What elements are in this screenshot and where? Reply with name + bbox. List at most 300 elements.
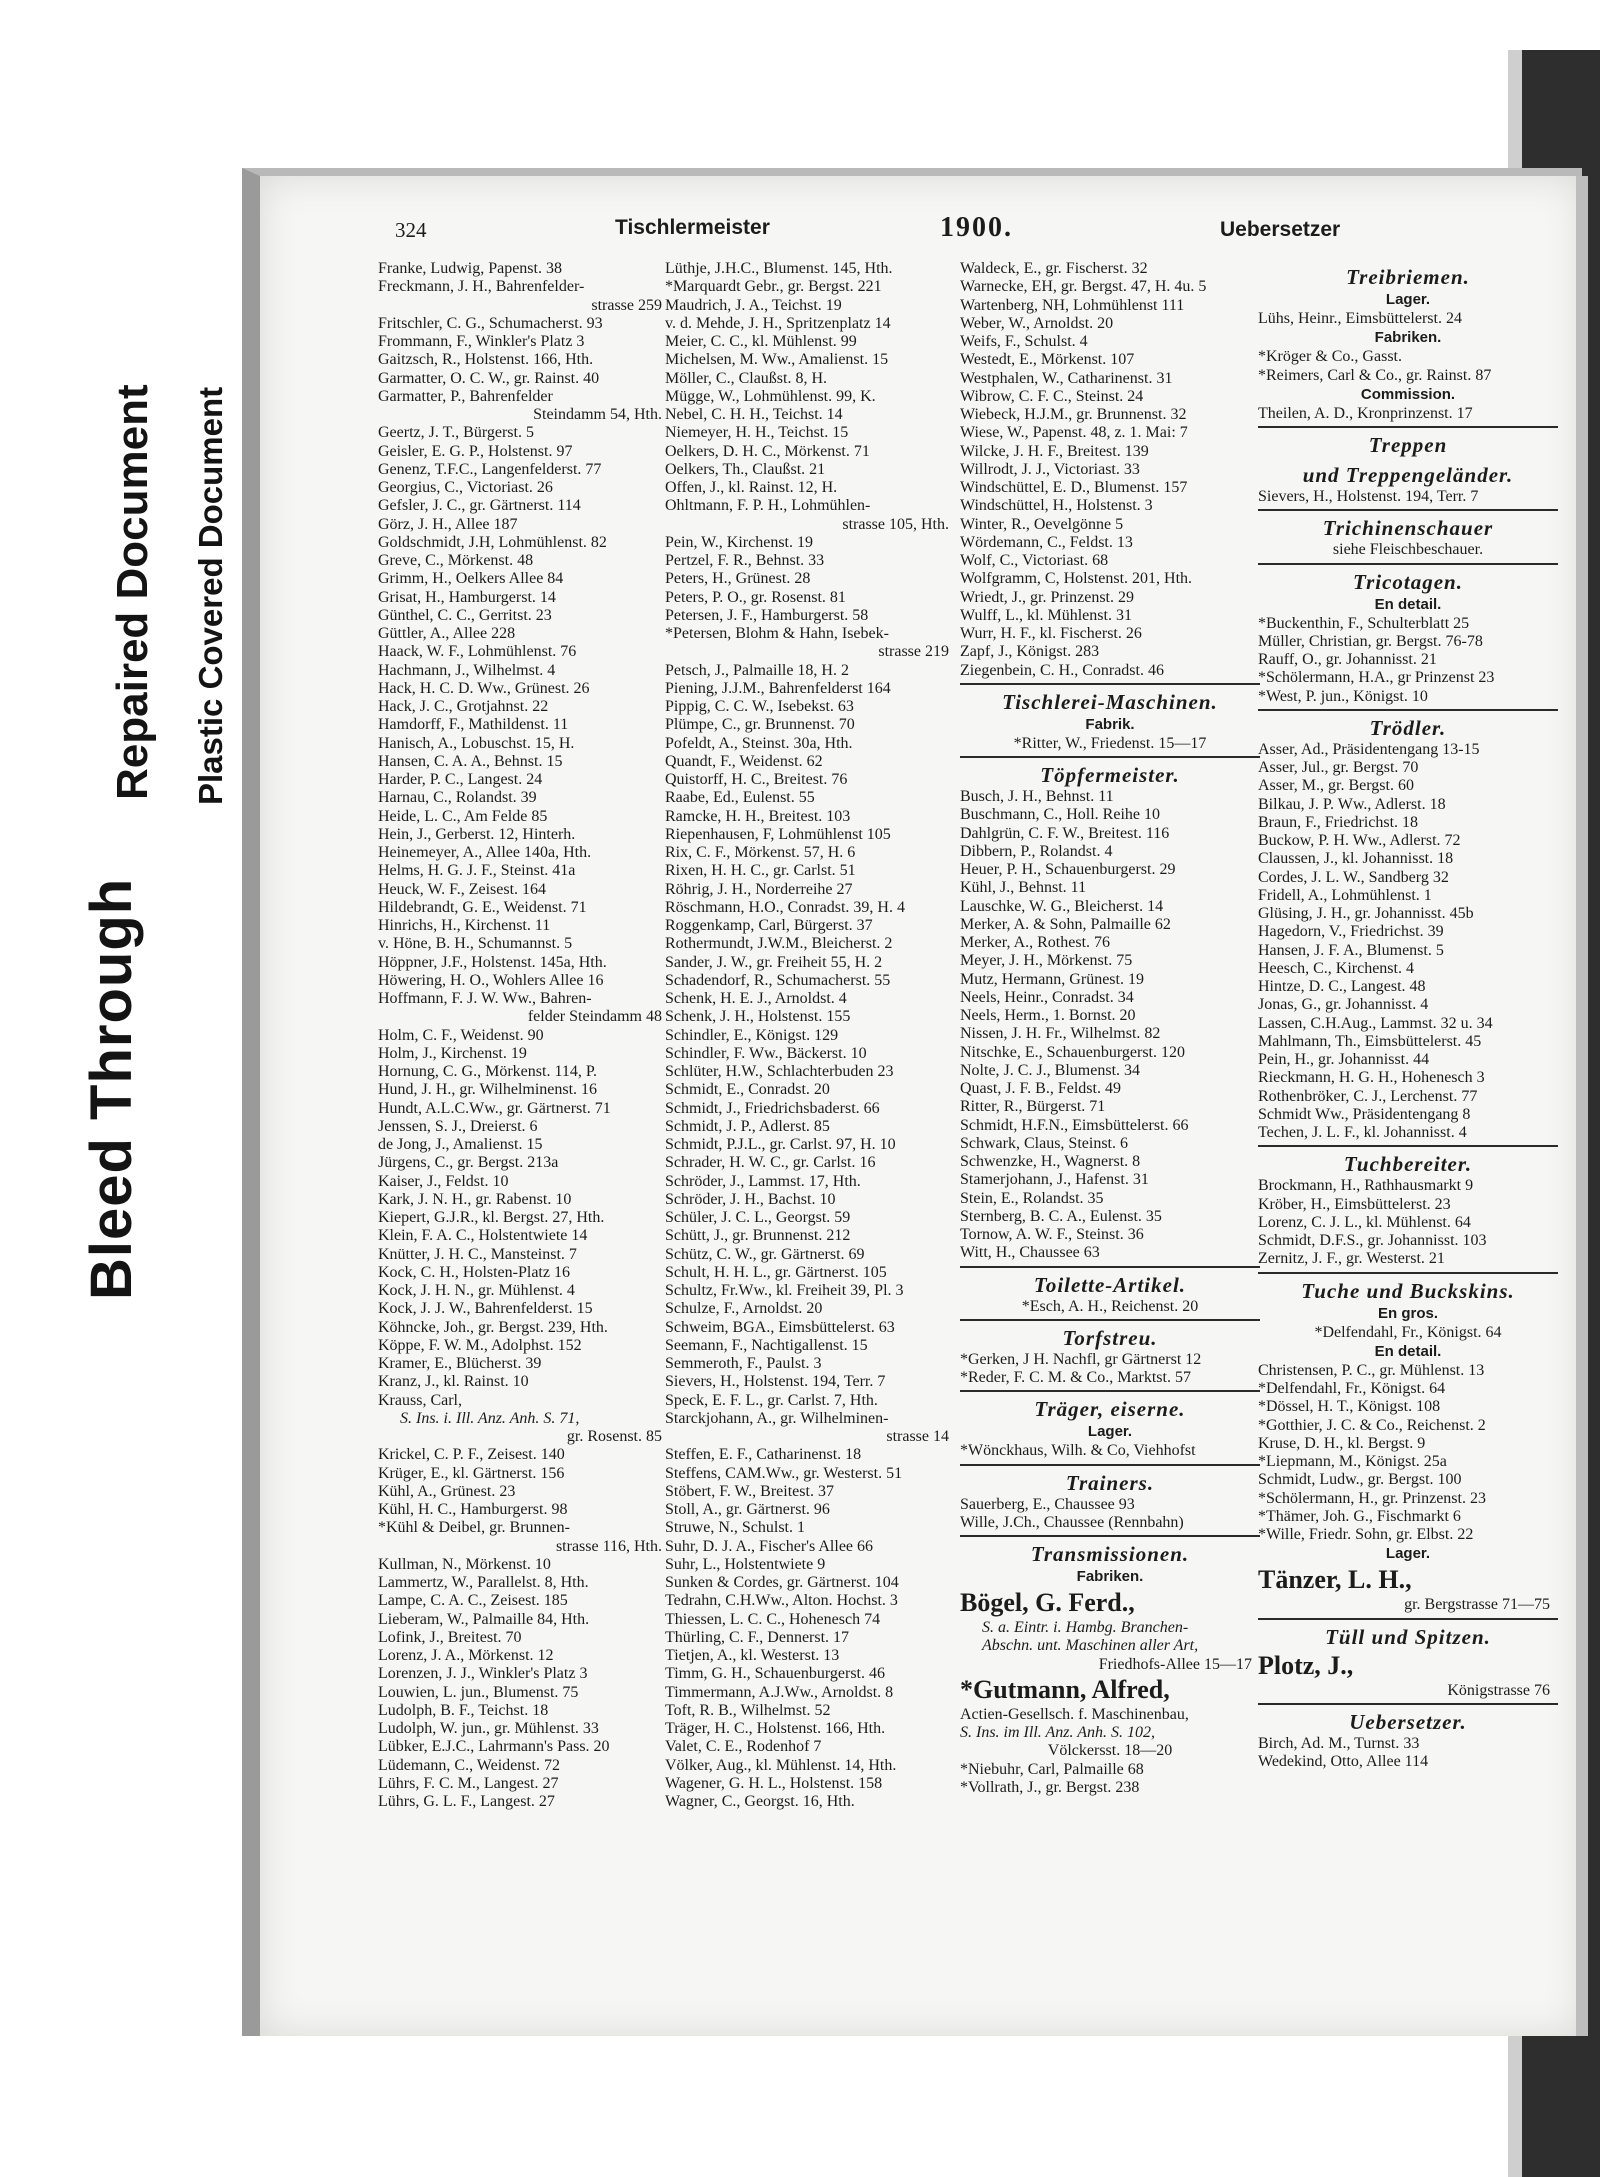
directory-entry: felder Steindamm 48 (527, 1008, 662, 1026)
directory-entry: *Gotthier, J. C. & Co., Reichenst. 2 (1258, 1416, 1486, 1434)
directory-entry: Semmeroth, F., Paulst. 3 (665, 1355, 822, 1372)
directory-entry: Merker, A. & Sohn, Palmaille 62 (960, 915, 1171, 933)
directory-entry: Speck, E. F. L., gr. Carlst. 7, Hth. (665, 1391, 878, 1409)
directory-entry: Sunken & Cordes, gr. Gärtnerst. 104 (665, 1574, 899, 1591)
directory-entry: Kröber, H., Eimsbüttelerst. 23 (1258, 1195, 1451, 1213)
directory-entry: Schenk, H. E. J., Arnoldst. 4 (665, 990, 847, 1007)
directory-entry: Hamdorff, F., Mathildenst. 11 (378, 716, 569, 734)
directory-entry: Heide, L. C., Am Felde 85 (378, 807, 548, 825)
directory-entry: Lorenz, C. J. L., kl. Mühlenst. 64 (1258, 1213, 1471, 1231)
section-heading: Tricotagen. (1353, 569, 1463, 594)
directory-entry: Ramcke, H. H., Breitest. 103 (665, 807, 851, 825)
directory-entry: *Schölermann, H.A., gr Prinzenst 23 (1258, 669, 1495, 687)
directory-entry: Christensen, P. C., gr. Mühlenst. 13 (1258, 1361, 1485, 1379)
advertised-entry: Bögel, G. Ferd., (960, 1588, 1135, 1617)
directory-entry: Asser, M., gr. Bergst. 60 (1258, 777, 1414, 795)
section-heading: Treibriemen. (1346, 265, 1470, 289)
directory-entry: Schmidt, E., Conradst. 20 (665, 1081, 830, 1099)
directory-entry: Nissen, J. H. Fr., Wilhelmst. 82 (960, 1025, 1161, 1043)
directory-entry: *Marquardt Gebr., gr. Bergst. 221 (665, 278, 882, 296)
directory-entry: Schwark, Claus, Steinst. 6 (960, 1134, 1128, 1152)
directory-entry: Wagener, G. H. L., Holstenst. 158 (665, 1774, 883, 1792)
directory-entry: Friedhofs-Allee 15—17 (1098, 1655, 1252, 1673)
subsection-heading: Lager. (1385, 291, 1431, 308)
directory-entry: Genenz, T.F.C., Langenfelderst. 77 (378, 460, 602, 478)
directory-entry: strasse 14 (886, 1428, 949, 1445)
directory-entry: Dibbern, P., Rolandst. 4 (960, 842, 1113, 860)
directory-entry: Pertzel, F. R., Behnst. 33 (665, 552, 825, 569)
directory-entry: Köhncke, Joh., gr. Bergst. 239, Hth. (378, 1318, 608, 1336)
directory-entry: Mutz, Hermann, Grünest. 19 (960, 970, 1144, 988)
directory-entry: Georgius, C., Victoriast. 26 (378, 479, 553, 496)
directory-entry: Willrodt, J. J., Victoriast. 33 (960, 460, 1140, 478)
directory-entry: Höppner, J.F., Holstenst. 145a, Hth. (378, 953, 607, 971)
directory-entry: Haack, W. F., Lohmühlenst. 76 (378, 643, 577, 661)
directory-entry: Quast, J. F. B., Feldst. 49 (960, 1080, 1121, 1097)
directory-entry: Völckersst. 18—20 (1047, 1742, 1173, 1760)
directory-entry: Rix, C. F., Mörkenst. 57, H. 6 (665, 844, 856, 861)
column-4 (1258, 260, 1558, 1771)
directory-entry: Schmidt, H.F.N., Eimsbüttelerst. 66 (960, 1116, 1189, 1134)
directory-entry: Mügge, W., Lohmühlenst. 99, K. (665, 387, 876, 405)
directory-entry: Stamerjohann, J., Hafenst. 31 (960, 1171, 1149, 1189)
directory-entry: Wurr, H. F., kl. Fischerst. 26 (960, 625, 1142, 642)
subsection-heading: En detail. (1374, 595, 1442, 613)
directory-entry: Meier, C. C., kl. Mühlenst. 99 (665, 333, 857, 350)
directory-entry: Ohltmann, F. P. H., Lohmühlen- (665, 497, 871, 515)
section-heading: Tuchbereiter. (1343, 1152, 1473, 1177)
directory-entry: Garmatter, P., Bahrenfelder (378, 387, 553, 405)
directory-entry: Wilcke, J. H. F., Breitest. 139 (960, 442, 1149, 460)
directory-entry: Wartenberg, NH, Lohmühlenst 111 (960, 296, 1185, 314)
directory-entry: Jonas, G., gr. Johannisst. 4 (1258, 996, 1429, 1014)
directory-entry: Hildebrandt, G. E., Weidenst. 71 (378, 898, 587, 916)
directory-entry: Krüger, E., kl. Gärtnerst. 156 (378, 1464, 565, 1482)
directory-entry: Gefsler, J. C., gr. Gärtnerst. 114 (378, 497, 581, 515)
section-heading: Töpfermeister. (1040, 763, 1180, 787)
directory-entry: *Petersen, Blohm & Hahn, Isebek- (665, 625, 889, 642)
directory-entry: Brockmann, H., Rathhausmarkt 9 (1258, 1177, 1474, 1195)
directory-entry: *Schölermann, H., gr. Prinzenst. 23 (1258, 1489, 1486, 1507)
directory-entry: Techen, J. L. F., kl. Johannisst. 4 (1258, 1124, 1467, 1141)
directory-entry: *Kröger & Co., Gasst. (1258, 348, 1402, 366)
directory-entry: *Delfendahl, Fr., Königst. 64 (1314, 1323, 1502, 1341)
directory-entry: Wille, J.Ch., Chaussee (Rennbahn) (960, 1513, 1184, 1531)
directory-entry: Kühl, H. C., Hamburgerst. 98 (378, 1501, 568, 1518)
directory-entry: Schrader, H. W. C., gr. Carlst. 16 (665, 1154, 876, 1172)
directory-entry: Lauschke, W. G., Bleicherst. 14 (960, 897, 1164, 915)
subsection-heading: Fabriken. (1374, 329, 1442, 347)
directory-entry: Quandt, F., Weidenst. 62 (665, 752, 823, 770)
year-heading: 1900. (940, 212, 1013, 243)
directory-entry: Geertz, J. T., Bürgerst. 5 (378, 424, 534, 442)
directory-entry: Greve, C., Mörkenst. 48 (378, 552, 534, 569)
directory-entry: *Wönckhaus, Wilh. & Co, Viehhofst (960, 1442, 1196, 1460)
directory-entry: Thürling, C. F., Dennerst. 17 (665, 1628, 850, 1646)
directory-entry: Knütter, J. H. C., Mansteinst. 7 (378, 1245, 577, 1263)
directory-entry: Theilen, A. D., Kronprinzenst. 17 (1258, 404, 1473, 422)
directory-entry: Schmidt, J. P., Adlerst. 85 (665, 1117, 830, 1135)
directory-entry: Lüthje, J.H.C., Blumenst. 145, Hth. (665, 260, 893, 277)
directory-entry: Louwien, L. jun., Blumenst. 75 (378, 1683, 579, 1701)
directory-entry: Schmidt, J., Friedrichsbaderst. 66 (665, 1099, 880, 1117)
directory-entry: Schmidt Ww., Präsidentengang 8 (1258, 1105, 1471, 1123)
directory-entry: Pein, H., gr. Johannisst. 44 (1258, 1051, 1430, 1068)
bleed-through-stamp: Bleed Through (79, 877, 144, 1300)
section-rule (1258, 709, 1558, 711)
directory-entry: Buckow, P. H. Ww., Adlerst. 72 (1258, 832, 1461, 849)
directory-entry: Starckjohann, A., gr. Wilhelminen- (665, 1409, 889, 1427)
directory-entry: *Thämer, Joh. G., Fischmarkt 6 (1258, 1507, 1461, 1525)
directory-entry: Tedrahn, C.H.Ww., Alton. Hochst. 3 (665, 1592, 898, 1610)
subsection-heading: Commission. (1360, 385, 1456, 403)
directory-entry: Holm, J., Kirchenst. 19 (378, 1044, 527, 1062)
directory-entry: Struwe, N., Schulst. 1 (665, 1519, 805, 1537)
directory-entry: Kühl, J., Behnst. 11 (960, 879, 1087, 897)
directory-entry: Rauff, O., gr. Johannisst. 21 (1258, 651, 1437, 668)
section-rule (960, 1535, 1260, 1537)
directory-entry: Busch, J. H., Behnst. 11 (960, 788, 1114, 805)
directory-entry: Völker, Aug., kl. Mühlenst. 14, Hth. (665, 1756, 897, 1774)
directory-entry: v. Höne, B. H., Schumannst. 5 (378, 935, 573, 953)
directory-entry: Lofink, J., Breitest. 70 (378, 1628, 522, 1646)
directory-entry: *Buckenthin, F., Schulterblatt 25 (1258, 614, 1470, 632)
column-1 (378, 260, 670, 1811)
directory-entry: *Ritter, W., Friedenst. 15—17 (1013, 734, 1207, 752)
directory-entry: Roggenkamp, Carl, Bürgerst. 37 (665, 917, 873, 934)
section-heading: Trainers. (1065, 1470, 1155, 1495)
directory-entry: Rothermundt, J.W.M., Bleicherst. 2 (665, 935, 893, 953)
directory-entry: Sternberg, B. C. A., Eulenst. 35 (960, 1207, 1162, 1225)
directory-entry: Birch, Ad. M., Turnst. 33 (1258, 1734, 1420, 1752)
directory-entry: Schütt, J., gr. Brunnenst. 212 (665, 1227, 851, 1245)
directory-entry: Lührs, F. C. M., Langest. 27 (378, 1774, 559, 1792)
directory-entry: Wolf, C., Victoriast. 68 (960, 552, 1109, 569)
section-heading: Transmissionen. (1030, 1542, 1190, 1566)
directory-entry: Lampe, C. A. C., Zeisest. 185 (378, 1592, 568, 1610)
subsection-heading: Lager. (1087, 1423, 1133, 1441)
directory-entry: S. Ins. im Ill. Anz. Anh. S. 102, (960, 1724, 1155, 1741)
section-rule (960, 1266, 1260, 1268)
advertised-entry: *Gutmann, Alfred, (960, 1674, 1170, 1704)
directory-entry: Schindler, F. Ww., Bäckerst. 10 (665, 1044, 867, 1062)
directory-entry: Dahlgrün, C. F. W., Breitest. 116 (960, 824, 1170, 842)
directory-entry: Mahlmann, Th., Eimsbüttelerst. 45 (1258, 1032, 1482, 1050)
directory-entry: Asser, Ad., Präsidentengang 13-15 (1258, 740, 1480, 758)
page-edge-shadow (1576, 176, 1588, 2036)
directory-entry: Buschmann, C., Holl. Reihe 10 (960, 806, 1160, 824)
directory-entry: strasse 219 (878, 643, 949, 661)
section-rule (1258, 509, 1558, 511)
directory-entry: Königstrasse 76 (1447, 1681, 1550, 1699)
section-heading: Tüll und Spitzen. (1325, 1624, 1491, 1649)
directory-entry: Röschmann, H.O., Conradst. 39, H. 4 (665, 898, 905, 916)
directory-entry: *Reimers, Carl & Co., gr. Rainst. 87 (1258, 366, 1492, 384)
section-heading: Trödler. (1369, 715, 1447, 740)
directory-entry: Michelsen, M. Ww., Amalienst. 15 (665, 351, 889, 369)
directory-entry: Höwering, H. O., Wohlers Allee 16 (378, 971, 604, 989)
directory-entry: Jenssen, S. J., Dreierst. 6 (378, 1117, 538, 1135)
directory-entry: Windschüttel, E. D., Blumenst. 157 (960, 479, 1188, 496)
directory-entry: Hack, J. C., Grotjahnst. 22 (378, 698, 549, 715)
directory-entry: Schwenzke, H., Wagnerst. 8 (960, 1153, 1141, 1170)
advertised-entry: Plotz, J., (1258, 1650, 1354, 1680)
directory-entry: *Kühl & Deibel, gr. Brunnen- (378, 1519, 570, 1537)
directory-entry: Jürgens, C., gr. Bergst. 213a (378, 1154, 559, 1172)
directory-entry: Krauss, Carl, (378, 1391, 462, 1409)
directory-entry: Hansen, J. F. A., Blumenst. 5 (1258, 941, 1444, 959)
directory-entry: *Niebuhr, Carl, Palmaille 68 (960, 1760, 1144, 1778)
directory-entry: Plümpe, C., gr. Brunnenst. 70 (665, 716, 855, 734)
directory-entry: Wibrow, C. F. C., Steinst. 24 (960, 387, 1144, 405)
directory-entry: Lorenzen, J. J., Winkler's Platz 3 (378, 1665, 588, 1683)
directory-entry: Petsch, J., Palmaille 18, H. 2 (665, 661, 849, 679)
plastic-covered-stamp: Plastic Covered Document (192, 386, 229, 805)
directory-entry: Schadendorf, R., Schumacherst. 55 (665, 971, 891, 989)
directory-entry: Köppe, F. W. M., Adolphst. 152 (378, 1336, 582, 1354)
directory-entry: gr. Bergstrasse 71—75 (1404, 1596, 1550, 1614)
directory-entry: Günthel, C. C., Gerritst. 23 (378, 606, 552, 624)
column-3 (960, 260, 1260, 1797)
directory-entry: Ludolph, W. jun., gr. Mühlenst. 33 (378, 1720, 599, 1737)
directory-entry: Harder, P. C., Langest. 24 (378, 771, 543, 788)
directory-entry: Zernitz, J. F., gr. Westerst. 21 (1258, 1250, 1445, 1268)
directory-entry: Ziegenbein, C. H., Conradst. 46 (960, 661, 1164, 679)
directory-entry: Fridell, A., Lohmühlenst. 1 (1258, 886, 1432, 904)
directory-entry: Fritschler, C. G., Schumacherst. 93 (378, 314, 603, 332)
directory-entry: Tornow, A. W. F., Steinst. 36 (960, 1226, 1144, 1243)
directory-entry: Winter, R., Oevelgönne 5 (960, 515, 1124, 533)
section-heading: und Treppengeländer. (1302, 463, 1514, 487)
directory-entry: Kaiser, J., Feldst. 10 (378, 1172, 509, 1190)
directory-entry: Röhrig, J. H., Norderreihe 27 (665, 880, 853, 898)
section-heading: Torfstreu. (1062, 1325, 1158, 1350)
directory-entry: Lübker, E.J.C., Lahrmann's Pass. 20 (378, 1738, 610, 1756)
page-header (395, 212, 1555, 252)
section-rule (960, 1464, 1260, 1466)
directory-entry: Schütz, C. W., gr. Gärtnerst. 69 (665, 1245, 865, 1263)
section-heading: Träger, eiserne. (1034, 1397, 1186, 1422)
directory-entry: Riepenhausen, F, Lohmühlenst 105 (665, 825, 891, 843)
directory-entry: Geisler, E. G. P., Holstenst. 97 (378, 442, 573, 460)
directory-entry: Steffens, CAM.Ww., gr. Westerst. 51 (665, 1464, 903, 1482)
directory-entry: Suhr, D. J. A., Fischer's Allee 66 (665, 1537, 874, 1555)
section-rule (1258, 1272, 1558, 1274)
directory-entry: Piening, J.J.M., Bahrenfelderst 164 (665, 679, 891, 697)
directory-entry: Steffen, E. F., Catharinenst. 18 (665, 1446, 862, 1464)
subsection-heading: Lager. (1385, 1545, 1431, 1563)
directory-entry: Rieckmann, H. G. H., Hohenesch 3 (1258, 1069, 1485, 1087)
directory-entry: Kock, J. H. N., gr. Mühlenst. 4 (378, 1282, 575, 1299)
directory-entry: Hanisch, A., Lobuschst. 15, H. (378, 734, 575, 752)
directory-entry: Hundt, A.L.C.Ww., gr. Gärtnerst. 71 (378, 1099, 611, 1117)
subsection-heading: En gros. (1377, 1304, 1438, 1322)
directory-entry: Hack, H. C. D. Ww., Grünest. 26 (378, 679, 590, 697)
directory-entry: Tietjen, A., kl. Westerst. 13 (665, 1647, 840, 1664)
directory-entry: Petersen, J. F., Hamburgerst. 58 (665, 606, 869, 624)
section-rule (960, 1319, 1260, 1321)
directory-entry: Wulff, L., kl. Mühlenst. 31 (960, 606, 1132, 624)
directory-entry: Lorenz, J. A., Mörkenst. 12 (378, 1647, 554, 1664)
directory-entry: Schmidt, D.F.S., gr. Johannisst. 103 (1258, 1232, 1487, 1249)
directory-entry: Oelkers, Th., Claußst. 21 (665, 460, 826, 478)
directory-entry: Nolte, J. C. J., Blumenst. 34 (960, 1061, 1141, 1079)
directory-entry: Zapf, J., Königst. 283 (960, 643, 1100, 661)
directory-entry: strasse 105, Hth. (842, 515, 949, 533)
directory-entry: Suhr, L., Holstentwiete 9 (665, 1555, 826, 1573)
section-heading: Trichinenschauer (1322, 516, 1494, 541)
section-heading: Tuche und Buckskins. (1301, 1278, 1515, 1303)
directory-entry: Pein, W., Kirchenst. 19 (665, 533, 813, 551)
directory-entry: Pofeldt, A., Steinst. 30a, Hth. (665, 734, 853, 752)
directory-entry: Nitschke, E., Schauenburgerst. 120 (960, 1043, 1185, 1061)
directory-entry: Abschn. unt. Maschinen aller Art, (982, 1637, 1199, 1655)
directory-entry: Kranz, J., kl. Rainst. 10 (378, 1373, 529, 1391)
directory-entry: Franke, Ludwig, Papenst. 38 (378, 260, 562, 277)
directory-entry: gr. Rosenst. 85 (566, 1428, 662, 1445)
repaired-document-stamp: Repaired Document (108, 384, 157, 800)
directory-entry: Schultz, Fr.Ww., kl. Freiheit 39, Pl. 3 (665, 1282, 904, 1299)
section-rule (960, 683, 1260, 685)
directory-entry: *Reder, F. C. M. & Co., Marktst. 57 (960, 1369, 1191, 1386)
directory-entry: Heinemeyer, A., Allee 140a, Hth. (378, 844, 592, 861)
section-heading: Uebersetzer. (1349, 1709, 1467, 1734)
directory-entry: Stoll, A., gr. Gärtnerst. 96 (665, 1501, 830, 1518)
directory-entry: Schweim, BGA., Eimsbüttelerst. 63 (665, 1318, 895, 1336)
directory-entry: Wedekind, Otto, Allee 114 (1258, 1753, 1429, 1770)
directory-entry: Gaitzsch, R., Holstenst. 166, Hth. (378, 351, 594, 369)
directory-entry: Kark, J. N. H., gr. Rabenst. 10 (378, 1190, 572, 1208)
directory-entry: Wiebeck, H.J.M., gr. Brunnenst. 32 (960, 406, 1187, 423)
directory-entry: Hein, J., Gerberst. 12, Hinterh. (378, 825, 576, 843)
directory-entry: Stein, E., Rolandst. 35 (960, 1189, 1104, 1207)
directory-entry: Sievers, H., Holstenst. 194, Terr. 7 (665, 1373, 886, 1391)
directory-entry: Schmidt, P.J.L., gr. Carlst. 97, H. 10 (665, 1136, 896, 1153)
directory-entry: Schult, H. H. L., gr. Gärtnerst. 105 (665, 1263, 887, 1281)
directory-entry: Quistorff, H. C., Breitest. 76 (665, 771, 848, 788)
directory-entry: Wördemann, C., Feldst. 13 (960, 533, 1133, 551)
directory-entry: Lühs, Heinr., Eimsbüttelerst. 24 (1258, 310, 1462, 327)
directory-entry: Glüsing, J. H., gr. Johannisst. 45b (1258, 905, 1474, 922)
directory-entry: *Esch, A. H., Reichenst. 20 (1021, 1297, 1199, 1315)
directory-entry: strasse 259 (591, 296, 662, 314)
directory-entry: Krickel, C. P. F., Zeisest. 140 (378, 1446, 565, 1464)
directory-entry: Möller, C., Claußst. 8, H. (665, 369, 828, 387)
directory-entry: Neels, Heinr., Conradst. 34 (960, 988, 1134, 1006)
section-rule (1258, 1618, 1558, 1620)
directory-entry: Freckmann, J. H., Bahrenfelder- (378, 278, 585, 296)
directory-entry: Ritter, R., Bürgerst. 71 (960, 1098, 1106, 1116)
page-number: 324 (395, 218, 427, 242)
directory-entry: Witt, H., Chaussee 63 (960, 1244, 1100, 1262)
directory-entry: Lüdemann, C., Weidenst. 72 (378, 1756, 560, 1774)
directory-entry: Toft, R. B., Wilhelmst. 52 (665, 1701, 831, 1719)
directory-entry: Müller, Christian, gr. Bergst. 76-78 (1258, 632, 1483, 650)
directory-entry: Heesch, C., Kirchenst. 4 (1258, 959, 1414, 977)
directory-entry: Rothenbröker, C. J., Lerchenst. 77 (1258, 1087, 1478, 1105)
directory-entry: Schulze, F., Arnoldst. 20 (665, 1300, 823, 1318)
directory-entry: Offen, J., kl. Rainst. 12, H. (665, 479, 838, 496)
directory-entry: Schmidt, Ludw., gr. Bergst. 100 (1258, 1471, 1462, 1489)
directory-entry: Hansen, C. A. A., Behnst. 15 (378, 752, 563, 770)
section-rule (1258, 1145, 1558, 1147)
section-rule (960, 1390, 1260, 1392)
directory-entry: *Liepmann, M., Königst. 25a (1258, 1453, 1447, 1470)
subsection-heading: En detail. (1374, 1342, 1442, 1360)
directory-entry: Kramer, E., Blücherst. 39 (378, 1355, 542, 1372)
directory-entry: Lassen, C.H.Aug., Lammst. 32 u. 34 (1258, 1014, 1493, 1032)
directory-entry: Heuer, P. H., Schauenburgerst. 29 (960, 861, 1176, 878)
directory-entry: Grisat, H., Hamburgerst. 14 (378, 588, 556, 606)
directory-entry: S. Ins. i. Ill. Anz. Anh. S. 71, (400, 1409, 580, 1427)
column-2 (665, 260, 957, 1811)
directory-entry: Hund, J. H., gr. Wilhelminenst. 16 (378, 1081, 598, 1099)
directory-entry: Stöbert, F. W., Breitest. 37 (665, 1482, 834, 1500)
directory-entry: Westedt, E., Mörkenst. 107 (960, 351, 1135, 369)
directory-entry: Seemann, F., Nachtigallenst. 15 (665, 1336, 868, 1354)
directory-entry: de Jong, J., Amalienst. 15 (378, 1136, 543, 1153)
directory-entry: Lieberam, W., Palmaille 84, Hth. (378, 1610, 590, 1628)
directory-entry: Klein, F. A. C., Holstentwiete 14 (378, 1227, 588, 1245)
directory-entry: Sievers, H., Holstenst. 194, Terr. 7 (1258, 488, 1479, 505)
directory-entry: Güttler, A., Allee 228 (378, 625, 516, 642)
subsection-heading: Fabrik. (1085, 715, 1135, 733)
directory-entry: Oelkers, D. H. C., Mörkenst. 71 (665, 442, 870, 460)
directory-entry: Kühl, A., Grünest. 23 (378, 1482, 516, 1500)
directory-entry: Westphalen, W., Catharinenst. 31 (960, 369, 1173, 387)
section-rule (1258, 563, 1558, 565)
directory-entry: Niemeyer, H. H., Teichst. 15 (665, 424, 849, 442)
directory-entry: Schlüter, H.W., Schlachterbuden 23 (665, 1063, 894, 1080)
directory-entry: *West, P. jun., Königst. 10 (1258, 687, 1428, 705)
section-rule (960, 756, 1260, 758)
directory-entry: Schindler, E., Königst. 129 (665, 1026, 839, 1044)
directory-entry: Claussen, J., kl. Johannisst. 18 (1258, 850, 1454, 868)
directory-entry: Kock, C. H., Holsten-Platz 16 (378, 1263, 570, 1281)
directory-entry: Weifs, F., Schulst. 4 (960, 333, 1088, 350)
directory-entry: Timm, G. H., Schauenburgerst. 46 (665, 1665, 885, 1683)
directory-entry: Neels, Herm., 1. Bornst. 20 (960, 1007, 1136, 1024)
directory-entry: Wagner, C., Georgst. 16, Hth. (665, 1793, 855, 1810)
directory-entry: Garmatter, O. C. W., gr. Rainst. 40 (378, 369, 600, 387)
directory-entry: Hintze, D. C., Langest. 48 (1258, 978, 1426, 995)
directory-entry: Steindamm 54, Hth. (533, 406, 662, 423)
directory-entry: Valet, C. E., Rodenhof 7 (665, 1738, 822, 1756)
section-heading: Tischlerei-Maschinen. (1002, 689, 1218, 714)
directory-entry: Hagedorn, V., Friedrichst. 39 (1258, 923, 1444, 941)
directory-entry: Peters, H., Grünest. 28 (665, 570, 811, 588)
directory-entry: Wiese, W., Papenst. 48, z. 1. Mai: 7 (960, 424, 1188, 442)
directory-entry: Helms, H. G. J. F., Steinst. 41a (378, 862, 576, 880)
directory-entry: Wriedt, J., gr. Prinzenst. 29 (960, 588, 1134, 606)
directory-entry: *Delfendahl, Fr., Königst. 64 (1258, 1380, 1446, 1397)
directory-entry: Harnau, C., Rolandst. 39 (378, 789, 537, 807)
directory-entry: Hinrichs, H., Kirchenst. 11 (378, 917, 551, 934)
directory-entry: Timmermann, A.J.Ww., Arnoldst. 8 (665, 1683, 894, 1701)
directory-entry: Pippig, C. C. W., Isebekst. 63 (665, 698, 854, 715)
directory-entry: *Wille, Friedr. Sohn, gr. Elbst. 22 (1258, 1526, 1474, 1543)
directory-entry: Frommann, F., Winkler's Platz 3 (378, 333, 585, 350)
directory-entry: Kruse, D. H., kl. Bergst. 9 (1258, 1434, 1426, 1452)
section-heading: Treppen (1368, 433, 1448, 457)
directory-entry: Schüler, J. C. L., Georgst. 59 (665, 1209, 851, 1226)
directory-entry: Cordes, J. L. W., Sandberg 32 (1258, 868, 1449, 886)
directory-entry: Meyer, J. H., Mörkenst. 75 (960, 952, 1133, 970)
section-heading: Toilette-Artikel. (1033, 1272, 1187, 1297)
directory-entry: siehe Fleischbeschauer. (1332, 541, 1484, 559)
directory-entry: Bilkau, J. P. Ww., Adlerst. 18 (1258, 795, 1446, 813)
directory-entry: Schröder, J. H., Bachst. 10 (665, 1190, 836, 1208)
